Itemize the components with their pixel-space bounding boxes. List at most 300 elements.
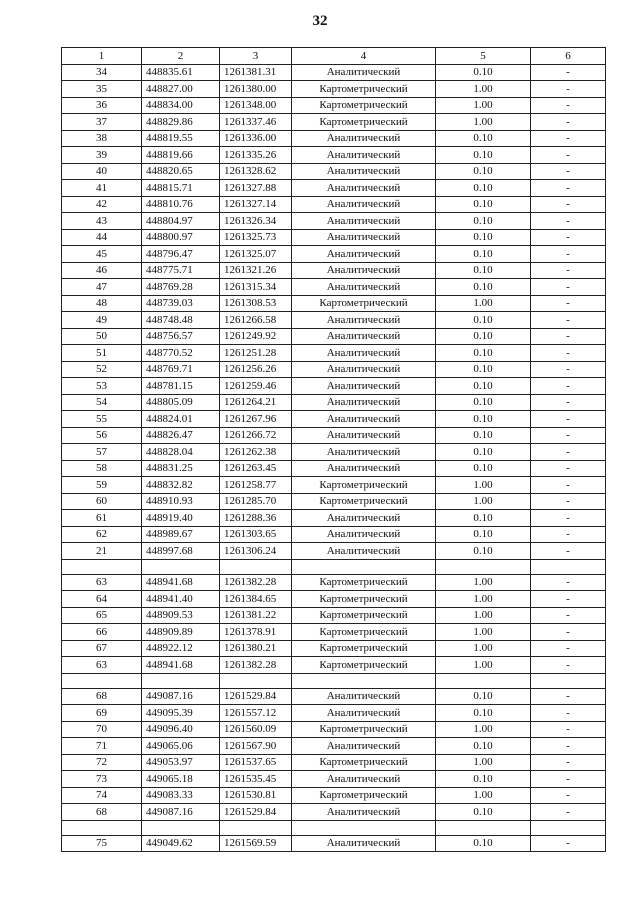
point-number-cell: 60: [62, 493, 142, 510]
table-row: [62, 510, 606, 527]
accuracy-cell: [436, 820, 531, 835]
x-coordinate-cell: 449065.06: [142, 738, 220, 755]
point-number-cell: 54: [62, 394, 142, 411]
accuracy-cell: 1.00: [436, 721, 531, 738]
table-row: [62, 771, 606, 788]
y-coordinate-cell: 1261262.38: [220, 444, 292, 461]
x-coordinate-cell: 449087.16: [142, 688, 220, 705]
method-cell: Картометрический: [292, 493, 436, 510]
y-coordinate-cell: 1261348.00: [220, 97, 292, 114]
y-coordinate-cell: 1261535.45: [220, 771, 292, 788]
accuracy-cell: 0.10: [436, 394, 531, 411]
accuracy-cell: 1.00: [436, 114, 531, 131]
y-coordinate-cell: 1261560.09: [220, 721, 292, 738]
point-number-cell: 36: [62, 97, 142, 114]
column-header: 1: [62, 48, 142, 65]
note-cell: -: [531, 229, 606, 246]
table-row: [62, 543, 606, 560]
note-cell: -: [531, 444, 606, 461]
y-coordinate-cell: 1261381.31: [220, 64, 292, 81]
table-row: [62, 835, 606, 852]
method-cell: Аналитический: [292, 328, 436, 345]
note-cell: -: [531, 295, 606, 312]
x-coordinate-cell: 448810.76: [142, 196, 220, 213]
method-cell: Аналитический: [292, 361, 436, 378]
note-cell: -: [531, 543, 606, 560]
method-cell: Аналитический: [292, 738, 436, 755]
y-coordinate-cell: 1261327.88: [220, 180, 292, 197]
note-cell: -: [531, 705, 606, 722]
accuracy-cell: 0.10: [436, 835, 531, 852]
point-number-cell: 61: [62, 510, 142, 527]
x-coordinate-cell: 448820.65: [142, 163, 220, 180]
method-cell: [292, 673, 436, 688]
y-coordinate-cell: 1261326.34: [220, 213, 292, 230]
note-cell: -: [531, 130, 606, 147]
point-number-cell: 63: [62, 574, 142, 591]
point-number-cell: 51: [62, 345, 142, 362]
method-cell: Аналитический: [292, 345, 436, 362]
x-coordinate-cell: 448941.68: [142, 574, 220, 591]
note-cell: -: [531, 477, 606, 494]
point-number-cell: 49: [62, 312, 142, 329]
method-cell: Аналитический: [292, 835, 436, 852]
x-coordinate-cell: [142, 820, 220, 835]
accuracy-cell: 0.10: [436, 460, 531, 477]
x-coordinate-cell: 448997.68: [142, 543, 220, 560]
method-cell: Аналитический: [292, 213, 436, 230]
accuracy-cell: 1.00: [436, 574, 531, 591]
table-row: [62, 705, 606, 722]
accuracy-cell: 0.10: [436, 229, 531, 246]
note-cell: -: [531, 754, 606, 771]
note-cell: [531, 820, 606, 835]
accuracy-cell: 0.10: [436, 196, 531, 213]
accuracy-cell: 0.10: [436, 328, 531, 345]
point-number-cell: 50: [62, 328, 142, 345]
method-cell: Картометрический: [292, 97, 436, 114]
x-coordinate-cell: 448922.12: [142, 640, 220, 657]
x-coordinate-cell: 448769.28: [142, 279, 220, 296]
accuracy-cell: 0.10: [436, 411, 531, 428]
note-cell: -: [531, 835, 606, 852]
x-coordinate-cell: 448769.71: [142, 361, 220, 378]
note-cell: -: [531, 262, 606, 279]
note-cell: -: [531, 163, 606, 180]
method-cell: Аналитический: [292, 312, 436, 329]
point-number-cell: 46: [62, 262, 142, 279]
y-coordinate-cell: 1261529.84: [220, 688, 292, 705]
y-coordinate-cell: 1261249.92: [220, 328, 292, 345]
accuracy-cell: 0.10: [436, 147, 531, 164]
note-cell: -: [531, 328, 606, 345]
method-cell: Картометрический: [292, 624, 436, 641]
point-number-cell: 59: [62, 477, 142, 494]
accuracy-cell: 0.10: [436, 804, 531, 821]
x-coordinate-cell: 448910.93: [142, 493, 220, 510]
table-row: [62, 196, 606, 213]
x-coordinate-cell: 448909.53: [142, 607, 220, 624]
x-coordinate-cell: 448748.48: [142, 312, 220, 329]
table-row: [62, 738, 606, 755]
point-number-cell: [62, 559, 142, 574]
note-cell: -: [531, 657, 606, 674]
accuracy-cell: 0.10: [436, 130, 531, 147]
point-number-cell: 48: [62, 295, 142, 312]
note-cell: -: [531, 361, 606, 378]
point-number-cell: 75: [62, 835, 142, 852]
table-row: [62, 394, 606, 411]
point-number-cell: 53: [62, 378, 142, 395]
table-row: [62, 295, 606, 312]
note-cell: -: [531, 196, 606, 213]
x-coordinate-cell: 448826.47: [142, 427, 220, 444]
table-row: [62, 591, 606, 608]
point-number-cell: 39: [62, 147, 142, 164]
method-cell: Аналитический: [292, 411, 436, 428]
method-cell: Картометрический: [292, 754, 436, 771]
note-cell: -: [531, 787, 606, 804]
accuracy-cell: 1.00: [436, 657, 531, 674]
table-row: [62, 147, 606, 164]
note-cell: [531, 673, 606, 688]
x-coordinate-cell: [142, 673, 220, 688]
method-cell: Аналитический: [292, 130, 436, 147]
note-cell: -: [531, 394, 606, 411]
x-coordinate-cell: 448828.04: [142, 444, 220, 461]
note-cell: -: [531, 721, 606, 738]
y-coordinate-cell: 1261267.96: [220, 411, 292, 428]
accuracy-cell: 0.10: [436, 262, 531, 279]
accuracy-cell: 0.10: [436, 705, 531, 722]
x-coordinate-cell: 448796.47: [142, 246, 220, 263]
point-number-cell: 38: [62, 130, 142, 147]
method-cell: Аналитический: [292, 460, 436, 477]
point-number-cell: 72: [62, 754, 142, 771]
y-coordinate-cell: [220, 559, 292, 574]
table-row: [62, 279, 606, 296]
method-cell: Аналитический: [292, 394, 436, 411]
point-number-cell: 70: [62, 721, 142, 738]
point-number-cell: 68: [62, 804, 142, 821]
y-coordinate-cell: 1261384.65: [220, 591, 292, 608]
point-number-cell: 34: [62, 64, 142, 81]
point-number-cell: 58: [62, 460, 142, 477]
table-row: [62, 361, 606, 378]
note-cell: -: [531, 345, 606, 362]
x-coordinate-cell: 448739.03: [142, 295, 220, 312]
accuracy-cell: 0.10: [436, 246, 531, 263]
point-number-cell: 21: [62, 543, 142, 560]
table-row: [62, 526, 606, 543]
method-cell: Аналитический: [292, 444, 436, 461]
method-cell: Картометрический: [292, 787, 436, 804]
accuracy-cell: 0.10: [436, 64, 531, 81]
point-number-cell: 71: [62, 738, 142, 755]
accuracy-cell: 1.00: [436, 640, 531, 657]
x-coordinate-cell: 449083.33: [142, 787, 220, 804]
method-cell: Картометрический: [292, 477, 436, 494]
accuracy-cell: 0.10: [436, 213, 531, 230]
accuracy-cell: 0.10: [436, 771, 531, 788]
accuracy-cell: 1.00: [436, 591, 531, 608]
accuracy-cell: 0.10: [436, 510, 531, 527]
table-row: [62, 246, 606, 263]
method-cell: Аналитический: [292, 771, 436, 788]
column-header: 3: [220, 48, 292, 65]
y-coordinate-cell: 1261288.36: [220, 510, 292, 527]
method-cell: Аналитический: [292, 196, 436, 213]
table-row: [62, 229, 606, 246]
method-cell: Картометрический: [292, 295, 436, 312]
method-cell: Аналитический: [292, 262, 436, 279]
table-row: [62, 180, 606, 197]
y-coordinate-cell: [220, 820, 292, 835]
y-coordinate-cell: 1261567.90: [220, 738, 292, 755]
x-coordinate-cell: 448824.01: [142, 411, 220, 428]
accuracy-cell: 1.00: [436, 295, 531, 312]
table-row: [62, 657, 606, 674]
method-cell: Аналитический: [292, 705, 436, 722]
table-row: [62, 378, 606, 395]
method-cell: Картометрический: [292, 81, 436, 98]
table-row: [62, 477, 606, 494]
note-cell: -: [531, 81, 606, 98]
method-cell: [292, 820, 436, 835]
table-row: [62, 673, 606, 688]
table-row: [62, 460, 606, 477]
point-number-cell: 35: [62, 81, 142, 98]
y-coordinate-cell: 1261529.84: [220, 804, 292, 821]
note-cell: -: [531, 591, 606, 608]
x-coordinate-cell: 448800.97: [142, 229, 220, 246]
accuracy-cell: 1.00: [436, 97, 531, 114]
accuracy-cell: 0.10: [436, 312, 531, 329]
y-coordinate-cell: 1261382.28: [220, 657, 292, 674]
note-cell: -: [531, 526, 606, 543]
x-coordinate-cell: 449049.62: [142, 835, 220, 852]
point-number-cell: 40: [62, 163, 142, 180]
y-coordinate-cell: 1261264.21: [220, 394, 292, 411]
point-number-cell: 41: [62, 180, 142, 197]
column-header: 2: [142, 48, 220, 65]
accuracy-cell: 0.10: [436, 444, 531, 461]
method-cell: Аналитический: [292, 163, 436, 180]
table-row: [62, 328, 606, 345]
note-cell: -: [531, 411, 606, 428]
y-coordinate-cell: 1261557.12: [220, 705, 292, 722]
x-coordinate-cell: [142, 559, 220, 574]
x-coordinate-cell: 448941.40: [142, 591, 220, 608]
accuracy-cell: 1.00: [436, 477, 531, 494]
method-cell: Аналитический: [292, 526, 436, 543]
x-coordinate-cell: 448829.86: [142, 114, 220, 131]
x-coordinate-cell: 448831.25: [142, 460, 220, 477]
note-cell: -: [531, 607, 606, 624]
method-cell: Аналитический: [292, 180, 436, 197]
x-coordinate-cell: 448832.82: [142, 477, 220, 494]
table-row: [62, 559, 606, 574]
point-number-cell: 65: [62, 607, 142, 624]
accuracy-cell: 0.10: [436, 180, 531, 197]
y-coordinate-cell: 1261263.45: [220, 460, 292, 477]
note-cell: -: [531, 213, 606, 230]
y-coordinate-cell: 1261569.59: [220, 835, 292, 852]
note-cell: -: [531, 574, 606, 591]
point-number-cell: 55: [62, 411, 142, 428]
point-number-cell: 42: [62, 196, 142, 213]
note-cell: -: [531, 771, 606, 788]
method-cell: Картометрический: [292, 574, 436, 591]
note-cell: -: [531, 804, 606, 821]
method-cell: Картометрический: [292, 591, 436, 608]
method-cell: [292, 559, 436, 574]
table-row: [62, 804, 606, 821]
method-cell: Аналитический: [292, 147, 436, 164]
accuracy-cell: 0.10: [436, 361, 531, 378]
table-row: [62, 624, 606, 641]
accuracy-cell: 0.10: [436, 738, 531, 755]
y-coordinate-cell: 1261259.46: [220, 378, 292, 395]
point-number-cell: [62, 820, 142, 835]
x-coordinate-cell: 448770.52: [142, 345, 220, 362]
y-coordinate-cell: 1261303.65: [220, 526, 292, 543]
y-coordinate-cell: 1261256.26: [220, 361, 292, 378]
note-cell: -: [531, 688, 606, 705]
point-number-cell: 45: [62, 246, 142, 263]
point-number-cell: 63: [62, 657, 142, 674]
note-cell: -: [531, 624, 606, 641]
coordinates-table: [61, 47, 606, 852]
table-row: [62, 64, 606, 81]
y-coordinate-cell: 1261258.77: [220, 477, 292, 494]
point-number-cell: 37: [62, 114, 142, 131]
table-row: [62, 607, 606, 624]
x-coordinate-cell: 448827.00: [142, 81, 220, 98]
table-row: [62, 345, 606, 362]
x-coordinate-cell: 448819.66: [142, 147, 220, 164]
point-number-cell: 66: [62, 624, 142, 641]
method-cell: Аналитический: [292, 246, 436, 263]
note-cell: [531, 559, 606, 574]
note-cell: -: [531, 378, 606, 395]
method-cell: Аналитический: [292, 427, 436, 444]
table-row: [62, 163, 606, 180]
method-cell: Аналитический: [292, 543, 436, 560]
y-coordinate-cell: 1261315.34: [220, 279, 292, 296]
accuracy-cell: 1.00: [436, 754, 531, 771]
y-coordinate-cell: 1261328.62: [220, 163, 292, 180]
table-header-row: [62, 48, 606, 65]
method-cell: Картометрический: [292, 721, 436, 738]
x-coordinate-cell: 449053.97: [142, 754, 220, 771]
note-cell: -: [531, 493, 606, 510]
note-cell: -: [531, 279, 606, 296]
note-cell: -: [531, 64, 606, 81]
x-coordinate-cell: 448804.97: [142, 213, 220, 230]
column-header: 5: [436, 48, 531, 65]
accuracy-cell: 1.00: [436, 624, 531, 641]
x-coordinate-cell: 449087.16: [142, 804, 220, 821]
accuracy-cell: 0.10: [436, 378, 531, 395]
x-coordinate-cell: 449096.40: [142, 721, 220, 738]
y-coordinate-cell: 1261266.72: [220, 427, 292, 444]
y-coordinate-cell: 1261321.26: [220, 262, 292, 279]
method-cell: Аналитический: [292, 510, 436, 527]
point-number-cell: 73: [62, 771, 142, 788]
note-cell: -: [531, 640, 606, 657]
x-coordinate-cell: 448909.89: [142, 624, 220, 641]
y-coordinate-cell: 1261382.28: [220, 574, 292, 591]
accuracy-cell: 1.00: [436, 81, 531, 98]
x-coordinate-cell: 448835.61: [142, 64, 220, 81]
accuracy-cell: [436, 673, 531, 688]
x-coordinate-cell: 448805.09: [142, 394, 220, 411]
x-coordinate-cell: 448819.55: [142, 130, 220, 147]
y-coordinate-cell: 1261327.14: [220, 196, 292, 213]
y-coordinate-cell: 1261381.22: [220, 607, 292, 624]
y-coordinate-cell: [220, 673, 292, 688]
y-coordinate-cell: 1261380.00: [220, 81, 292, 98]
y-coordinate-cell: 1261380.21: [220, 640, 292, 657]
table-row: [62, 688, 606, 705]
point-number-cell: 47: [62, 279, 142, 296]
note-cell: -: [531, 246, 606, 263]
accuracy-cell: 0.10: [436, 279, 531, 296]
accuracy-cell: 0.10: [436, 688, 531, 705]
column-header: 4: [292, 48, 436, 65]
y-coordinate-cell: 1261335.26: [220, 147, 292, 164]
y-coordinate-cell: 1261325.73: [220, 229, 292, 246]
y-coordinate-cell: 1261285.70: [220, 493, 292, 510]
note-cell: -: [531, 114, 606, 131]
x-coordinate-cell: 449095.39: [142, 705, 220, 722]
method-cell: Аналитический: [292, 64, 436, 81]
note-cell: -: [531, 97, 606, 114]
column-header: 6: [531, 48, 606, 65]
point-number-cell: 67: [62, 640, 142, 657]
table-row: [62, 81, 606, 98]
note-cell: -: [531, 180, 606, 197]
point-number-cell: 52: [62, 361, 142, 378]
table-row: [62, 114, 606, 131]
accuracy-cell: 1.00: [436, 787, 531, 804]
point-number-cell: 68: [62, 688, 142, 705]
x-coordinate-cell: 448775.71: [142, 262, 220, 279]
table-row: [62, 444, 606, 461]
method-cell: Аналитический: [292, 804, 436, 821]
method-cell: Картометрический: [292, 607, 436, 624]
point-number-cell: 56: [62, 427, 142, 444]
table-row: [62, 97, 606, 114]
x-coordinate-cell: 448919.40: [142, 510, 220, 527]
x-coordinate-cell: 448834.00: [142, 97, 220, 114]
table-row: [62, 411, 606, 428]
accuracy-cell: 0.10: [436, 526, 531, 543]
note-cell: -: [531, 510, 606, 527]
table-row: [62, 493, 606, 510]
accuracy-cell: 0.10: [436, 543, 531, 560]
method-cell: Аналитический: [292, 378, 436, 395]
point-number-cell: 57: [62, 444, 142, 461]
accuracy-cell: [436, 559, 531, 574]
table-row: [62, 574, 606, 591]
y-coordinate-cell: 1261325.07: [220, 246, 292, 263]
method-cell: Аналитический: [292, 279, 436, 296]
table-row: [62, 262, 606, 279]
x-coordinate-cell: 448941.68: [142, 657, 220, 674]
y-coordinate-cell: 1261251.28: [220, 345, 292, 362]
